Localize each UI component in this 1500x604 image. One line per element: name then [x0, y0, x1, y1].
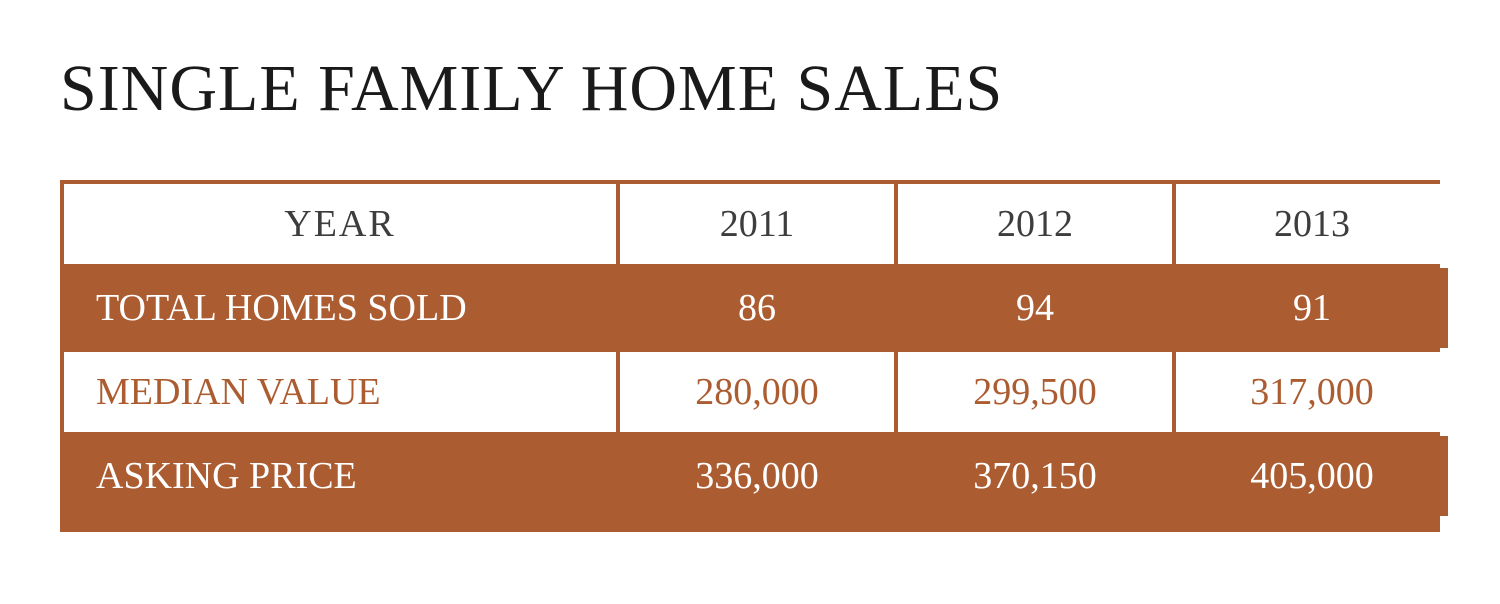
- row-label-total-homes-sold: TOTAL HOMES SOLD: [64, 268, 616, 348]
- column-header-2013: 2013: [1176, 184, 1448, 264]
- cell-total-homes-sold-2012: 94: [898, 268, 1172, 348]
- cell-asking-price-2013: 405,000: [1176, 436, 1448, 516]
- table-row: [64, 436, 1448, 516]
- table-row: [64, 352, 1448, 432]
- column-header-2012: 2012: [898, 184, 1172, 264]
- row-label-median-value: MEDIAN VALUE: [64, 352, 616, 432]
- cell-median-value-2011: 280,000: [620, 352, 894, 432]
- page-title: SINGLE FAMILY HOME SALES: [60, 52, 1004, 125]
- row-label-asking-price: ASKING PRICE: [64, 436, 616, 516]
- table-row: [64, 268, 1448, 348]
- cell-median-value-2012: 299,500: [898, 352, 1172, 432]
- cell-median-value-2013: 317,000: [1176, 352, 1448, 432]
- cell-asking-price-2012: 370,150: [898, 436, 1172, 516]
- table-header-row: [64, 184, 1448, 264]
- sales-table: [60, 180, 1452, 520]
- cell-total-homes-sold-2011: 86: [620, 268, 894, 348]
- cell-total-homes-sold-2013: 91: [1176, 268, 1448, 348]
- sales-table-container: [60, 180, 1440, 532]
- column-header-year: YEAR: [64, 184, 616, 264]
- cell-asking-price-2011: 336,000: [620, 436, 894, 516]
- column-header-2011: 2011: [620, 184, 894, 264]
